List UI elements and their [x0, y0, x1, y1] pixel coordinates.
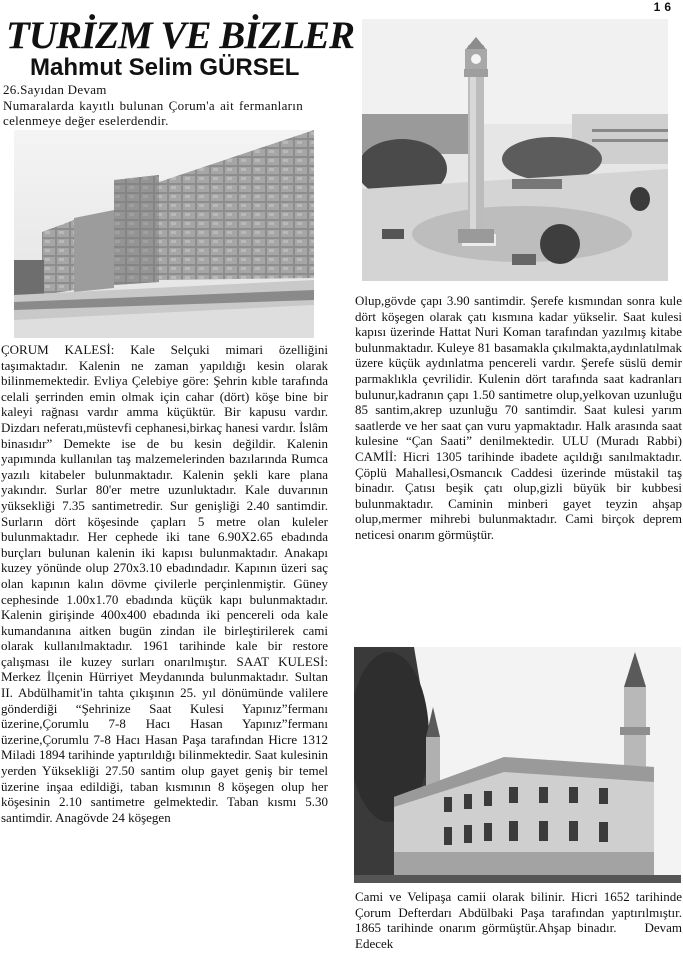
castle-wall-photo — [14, 130, 314, 338]
page-number: 16 — [653, 0, 675, 14]
bottom-text: Cami ve Velipaşa camii olarak bilinir. Hicri 1652 tarihinde Çorum Defterdarı Abdülbaki Paşa tarafından yaptırılmıştır. 1865 tarihinde onarım görmüştür.Ahşap binadır. — [355, 889, 682, 936]
right-column-text: Olup,gövde çapı 3.90 santimdir. Şerefe kısmından sonra kule dört köşegen olarak çatı kısmına kadar yükselir. Saat kulesi kapısı üzerinde Hattat Nuri Koman tarafından yazılmış kitabe bulunmaktadır. Kuleye 81 basamakla çıkılmakta,aydınlatılmak üzere küçük aydınlatma pencereli vardır. Şerefe süslü demir parmaklıkla çevrilidir. Kulenin dört tarafında saat kadranları bulunur,kadranın çapı 1.50 santimetre olup,yelkovan uzunluğu 85 santim,akrep uzunluğu 70 santimdir. Saat kulesi yarım saatlerde ve her saat çan vuru yapmaktadır. Halk arasında saat kulesine “Çan Saati” denilmektedir. ULU (Muradı Rabbi) CAMİİ: Hicri 1305 tarihinde ibadete açıldığı sanılmaktadır. Çöplü Mahallesi,Osmancık Caddesi üzerinde müstakil taş binadır. Çatısı beşik çatı olup,gizli büyük bir kubbesi bulunmaktadır. Caminin minberi gayet teyzin ahşap olup,mermer mihrebi bulunmaktadır. Cami birçok deprem neticesi onarım görmüştür. — [355, 293, 682, 542]
clock-tower-photo — [362, 19, 668, 281]
continued-note: Devam Edecek — [355, 920, 682, 951]
intro-text: 26.Sayıdan Devam Numaralarda kayıtlı bulunan Çorum'a ait fermanların celenmeye değer eselerdendir. — [3, 82, 303, 129]
article-title: TURİZM VE BİZLER — [6, 14, 355, 57]
article-author: Mahmut Selim GÜRSEL — [30, 54, 300, 81]
bottom-right-text — [355, 889, 682, 951]
mosque-photo — [354, 647, 681, 883]
left-column-text: ÇORUM KALESİ: Kale Selçuki mimari özelliğini taşımaktadır. Kalenin ne zaman yapıldığı kesin olarak bilinmemektedir. Evliya Çelebiye göre: Şehrin kıble tarafında celali şerrinden emin olmak için cahar (dört) köşe bine bir kaleyi rağnası vardır amma küçüktür. Bir kapusu vardır. Dizdarı neferatı,müstevfi cephanesi,birkaç hanesi vardır. İslâm binasıdır” Demekte ise de bu kesin değildir. Kalenin yapımında kullanılan taş malzemelerinden bazılarında Rumca yazılı kitabeler bulunmaktadır. Kalenin şekli kare plana yakındır. Surlar 80'er metre uzunluktadır. Kale duvarının yüksekliği 7.35 santimetredir. Sur genişliği 2.40 santimdir. Surların dört köşesinde çapları 5 metre olan kuleler bulunmaktadır. Her cephede iki tane 6.90X2.65 ebadında burçları bulunan kalenin iki kapısı bulunmaktadır. Anakapı kuzey yönünde olup 270x3.10 ebadındadır. Kapının üzeri saç olan kapının kalın dövme çivilerle perçinlenmiştir. Güney cephesinde 1.00x1.70 ebadında küçük kapı bulunmaktadır. Kalenin girişinde 400x400 ebadında iki pencereli oda kale kumandanına aitken bugün zindan ile birleştirilerek cami olarak kullanılmaktadır. 1961 tarihinde kale bir restore çalışması ile kuzey surları onarılmıştır. SAAT KULESİ: Merkez İlçenin Hürriyet Meydanında bulunmaktadır. Sultan II. Abdülhamit'in tahta çıkışının 25. yıl dönümünde valilere gönderdiği “Şehrinize Saat Kulesi Yapınız”fermanı üzerine,Çorumlu 7-8 Hacı Hasan Yapınız”fermanı üzerine,Çorumlu 7-8 Hacı Hasan Paşa tarafından Hicre 1312 Miladi 1894 tarihinde yaptırıldığı bilinmektedir. Saat kulesinin yerden Yüksekliği 27.50 santim olup gayet geniş bir temel üzerine inşaa edildiği, taban kısmının 8 köşegen olup her köşesinin 2.10 santimetre gelmektedir. Taban kısmı 5.30 santimdir. Anagövde 24 köşegen — [1, 342, 328, 825]
